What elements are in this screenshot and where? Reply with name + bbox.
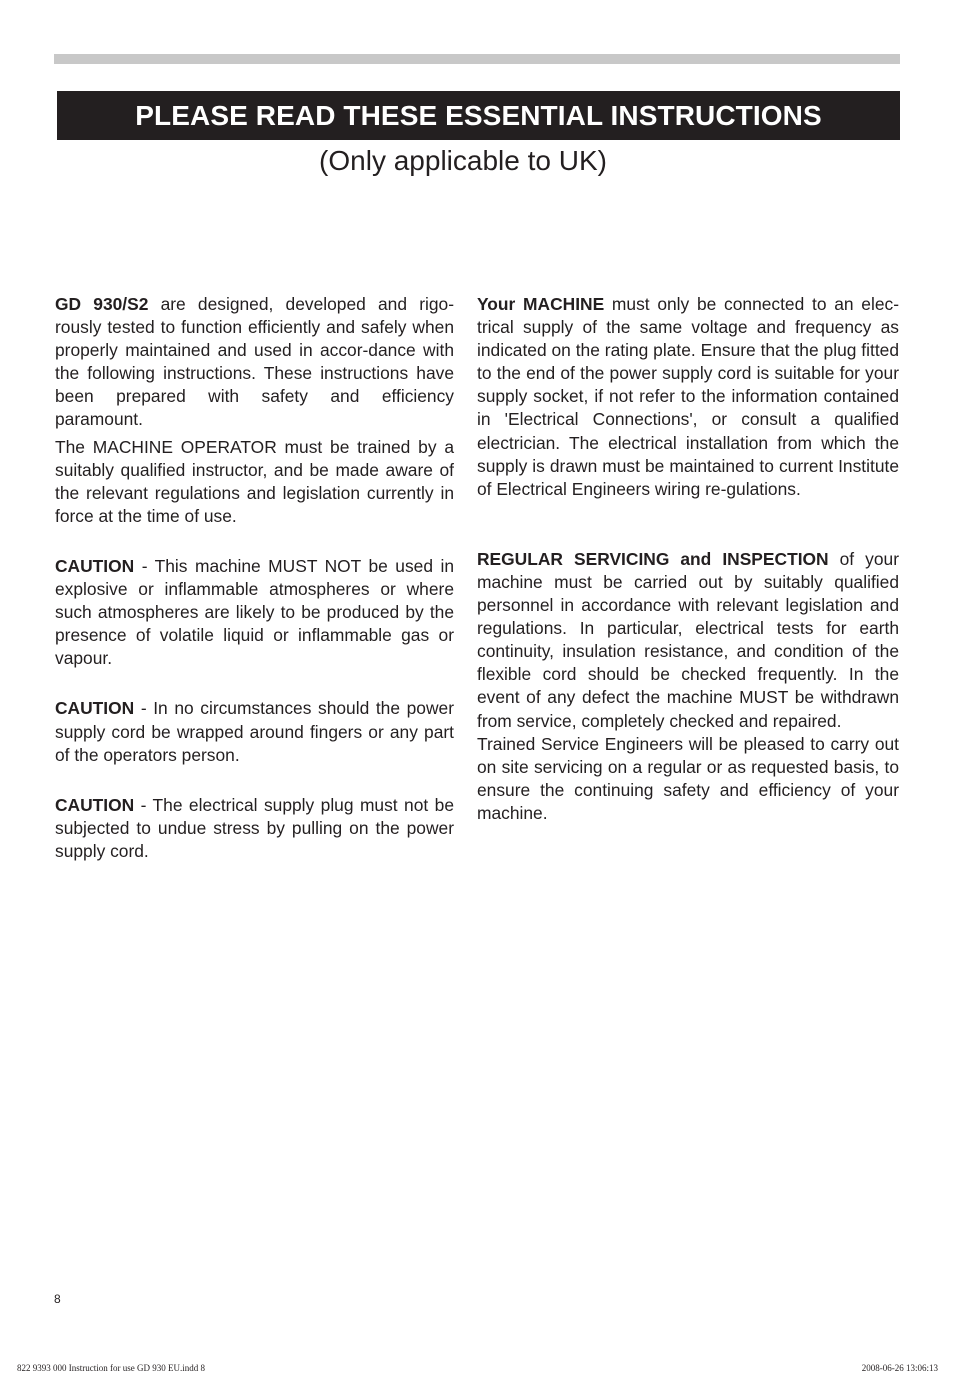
machine-connection-paragraph [477, 293, 899, 501]
caution-label: CAUTION [55, 698, 135, 719]
page-title: PLEASE READ THESE ESSENTIAL INSTRUCTIONS [135, 99, 822, 131]
caution-label: CAUTION [55, 794, 135, 815]
operator-paragraph: The MACHINE OPERATOR must be trained by a suitably qualified instructor, and be made aware of the relevant regulations and legislation currently in force at the time of use. [55, 436, 454, 526]
machine-text: must only be connected to an elec-trical supply of the same voltage and frequency as indicated on the rating plate. Ensure that the plug fitted to the end of the power supply cord is suitable for your supply socket, if not refer to the information contained in 'Electrical Connections', or consult a qualified electrician. The electrical installation from which the supply is drawn must be maintained to current Institute of Electrical Engineers wiring re-gulations. [477, 294, 899, 499]
left-column [55, 293, 454, 863]
footer-timestamp: 2008-06-26 13:06:13 [861, 1363, 938, 1373]
servicing-text: of your machine must be carried out by suitably qualified personnel in accordance with relevant legislation and regulations. In particular, electrical tests for earth continuity, insulation resistance, and condition of the flexible cord should be checked frequently. In the event of any defect the machine MUST be withdrawn from service, completely checked and repaired. [477, 548, 899, 731]
footer-file-info: 822 9393 000 Instruction for use GD 930 EU.indd 8 [17, 1363, 205, 1373]
right-column [477, 293, 899, 825]
servicing-label: REGULAR SERVICING and INSPECTION [477, 548, 829, 569]
caution-plug-paragraph [55, 794, 454, 863]
intro-paragraph [55, 293, 454, 432]
intro-model-name: GD 930/S2 [55, 294, 149, 314]
top-rule [54, 54, 900, 64]
caution-text: - This machine MUST NOT be used in explosive or inflammable atmospheres or where such atmospheres are likely to be produced by the presence of volatile liquid or inflammable gas or vapour. [55, 555, 454, 669]
caution-cord-paragraph [55, 697, 454, 766]
caution-label: CAUTION [55, 555, 135, 576]
caution-text: - In no circumstances should the power supply cord be wrapped around fingers or any part of the operators person. [55, 698, 454, 765]
caution-text: - The electrical supply plug must not be subjected to undue stress by pulling on the power supply cord. [55, 794, 454, 861]
machine-label: Your MACHINE [477, 294, 605, 314]
intro-text: are designed, developed and rigo-rously tested to function efficiently and safely when properly maintained and used in accor-dance with the following instructions. These instructions have been prepared with safety and efficiency paramount. [55, 294, 454, 430]
title-banner [57, 91, 900, 140]
engineers-paragraph: Trained Service Engineers will be pleased to carry out on site servicing on a regular or as requested basis, to ensure the continuing safety and efficiency of your machine. [477, 733, 899, 823]
servicing-paragraph [477, 548, 899, 733]
caution-atmosphere-paragraph [55, 555, 454, 670]
page-subtitle: (Only applicable to UK) [319, 145, 607, 176]
page-number: 8 [54, 1292, 61, 1306]
